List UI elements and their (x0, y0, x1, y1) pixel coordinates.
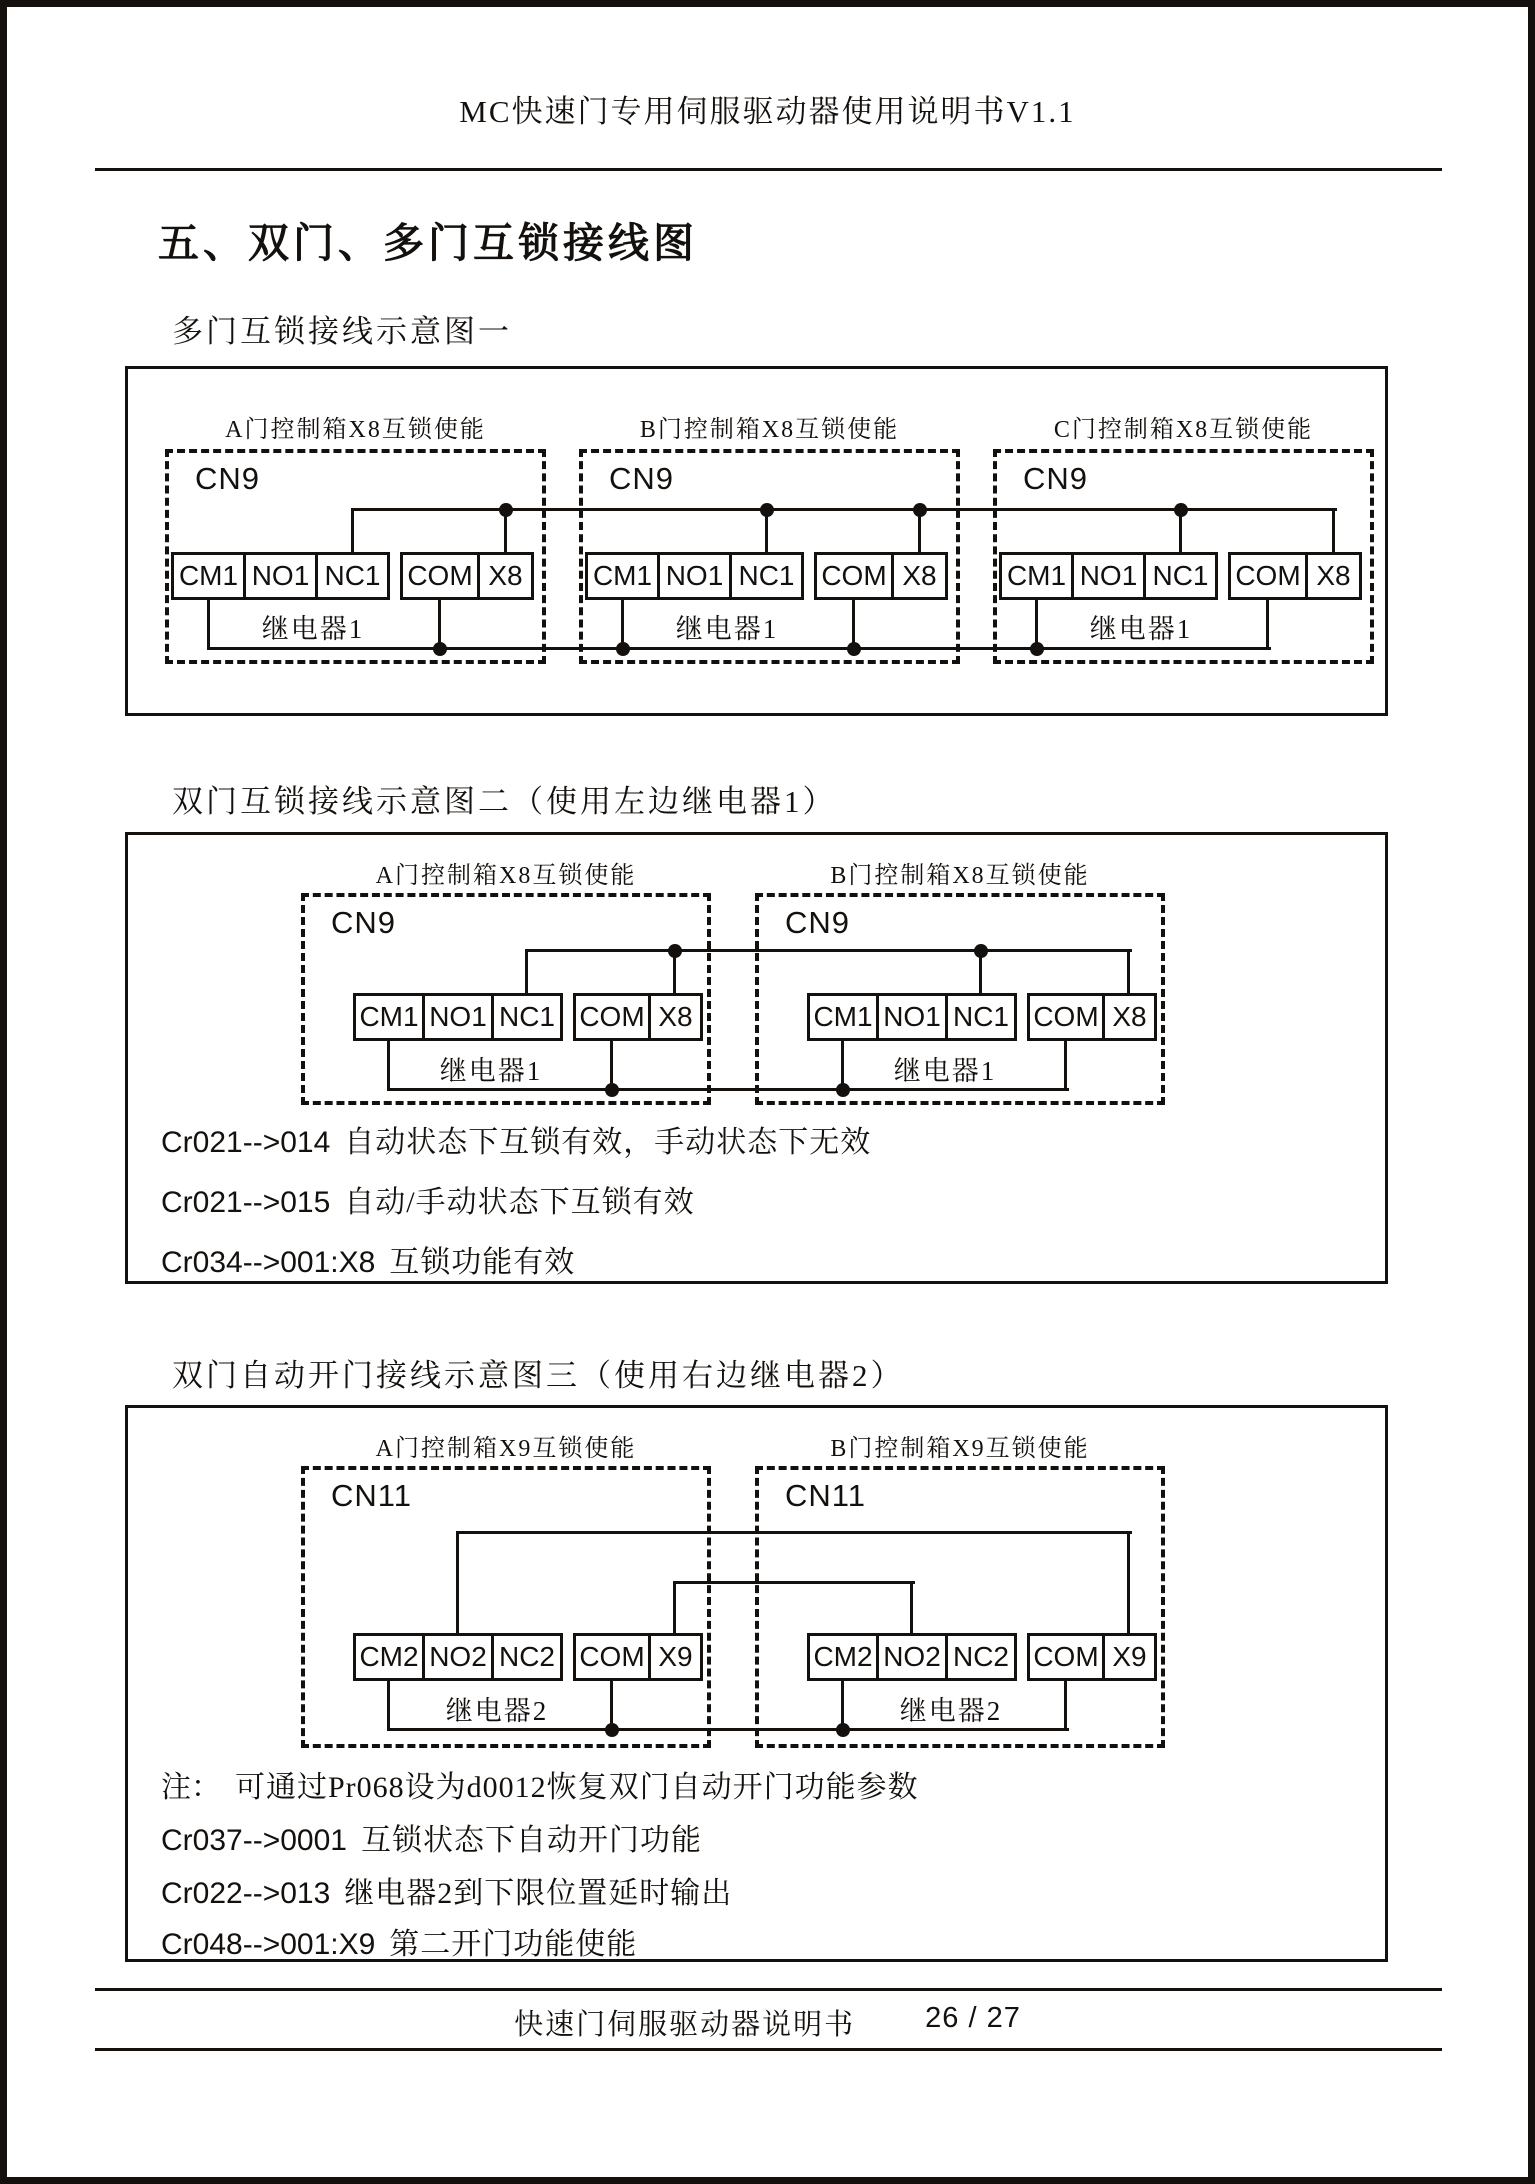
terminal-row (585, 552, 948, 600)
wire-vertical (525, 949, 528, 999)
door-b-unit (579, 369, 960, 713)
junction-dot (760, 503, 774, 517)
header-divider (95, 168, 1442, 171)
terminal-cm2: CM2 (353, 1633, 425, 1681)
parameter-text: 可通过Pr068设为d0012恢复双门自动开门功能参数 (235, 1771, 919, 1804)
parameter-text: 第二开门功能使能 (389, 1928, 638, 1961)
relay-label: 继电器2 (899, 1696, 1003, 1726)
connector-label: CN9 (609, 461, 675, 496)
unit-label: C门控制箱X8互锁使能 (1053, 417, 1314, 443)
wire-vertical (1266, 597, 1269, 650)
diagram3-auto-open (125, 1405, 1388, 1962)
relay-label: 继电器1 (893, 1056, 997, 1086)
terminal-x9: X9 (648, 1633, 703, 1681)
parameter-note (161, 1919, 637, 1963)
junction-dot (836, 1083, 850, 1097)
diagram3-subtitle: 双门自动开门接线示意图三（使用右边继电器2） (172, 1358, 905, 1393)
terminal-cm1: CM1 (171, 552, 246, 600)
wire-bottom-bus (389, 1728, 1069, 1731)
parameter-note (161, 1117, 871, 1161)
terminal-nc2: NC2 (945, 1633, 1017, 1681)
header-title: MC快速门专用伺服驱动器使用说明书V1.1 (459, 94, 1076, 129)
connector-label: CN11 (785, 1478, 866, 1513)
junction-dot (616, 642, 630, 656)
junction-dot (836, 1723, 850, 1737)
wire-vertical (351, 508, 354, 558)
parameter-text: 继电器2到下限位置延时输出 (344, 1877, 733, 1910)
parameter-note (161, 1815, 702, 1859)
door-b-unit (755, 1408, 1165, 1959)
wire-bottom-bus (389, 1088, 1069, 1091)
terminal-gap (1017, 1633, 1027, 1681)
unit-label: A门控制箱X9互锁使能 (375, 1436, 637, 1462)
terminal-cm1: CM1 (585, 552, 660, 600)
parameter-note (161, 1762, 919, 1806)
unit-label: B门控制箱X8互锁使能 (639, 417, 900, 443)
footer (0, 2002, 1535, 2043)
terminal-x8: X8 (648, 993, 703, 1041)
terminal-no2: NO2 (876, 1633, 948, 1681)
section-title: 五、双门、多门互锁接线图 (158, 220, 698, 266)
parameter-code: Cr021-->015 (161, 1186, 331, 1219)
junction-dot (913, 503, 927, 517)
note-prefix: 注： (161, 1771, 221, 1804)
footer-title: 快速门伺服驱动器说明书 (514, 2009, 856, 2041)
terminal-no1: NO1 (1071, 552, 1146, 600)
parameter-code: Cr048-->001:X9 (161, 1928, 376, 1961)
terminal-row (999, 552, 1362, 600)
connector-label: CN9 (1023, 461, 1089, 496)
parameter-note (161, 1868, 732, 1912)
terminal-nc1: NC1 (491, 993, 563, 1041)
terminal-nc2: NC2 (491, 1633, 563, 1681)
footer-page-number: 26 / 27 (925, 2002, 1021, 2034)
parameter-text: 自动/手动状态下互锁有效 (344, 1186, 695, 1219)
terminal-cm1: CM1 (353, 993, 425, 1041)
relay-label: 继电器1 (261, 614, 365, 644)
parameter-code: Cr034-->001:X8 (161, 1246, 376, 1279)
unit-label: A门控制箱X8互锁使能 (225, 417, 486, 443)
terminal-cm2: CM2 (807, 1633, 879, 1681)
wire-vertical (387, 1678, 390, 1731)
terminal-row (171, 552, 534, 600)
wire-vertical (1127, 1531, 1130, 1639)
junction-dot (499, 503, 513, 517)
unit-label: B门控制箱X8互锁使能 (830, 863, 1090, 889)
connector-label: CN9 (331, 905, 397, 940)
junction-dot (605, 1723, 619, 1737)
terminal-gap (563, 1633, 573, 1681)
wire-vertical (1064, 1678, 1067, 1731)
terminal-nc1: NC1 (1143, 552, 1218, 600)
terminal-com: COM (400, 552, 480, 600)
terminal-com: COM (1027, 1633, 1105, 1681)
wire-vertical (1064, 1038, 1067, 1091)
terminal-gap (1218, 552, 1228, 600)
terminal-gap (1017, 993, 1027, 1041)
terminal-x8: X8 (1305, 552, 1362, 600)
terminal-cm1: CM1 (999, 552, 1074, 600)
terminal-no1: NO1 (657, 552, 732, 600)
terminal-nc1: NC1 (945, 993, 1017, 1041)
wire-vertical (910, 1581, 913, 1639)
terminal-com: COM (573, 1633, 651, 1681)
wire-vertical (1332, 508, 1335, 558)
terminal-row (353, 1633, 703, 1681)
wire-vertical (673, 1581, 676, 1639)
wire-vertical (1127, 949, 1130, 999)
terminal-x8: X8 (477, 552, 534, 600)
parameter-code: Cr037-->0001 (161, 1824, 347, 1857)
terminal-row (807, 993, 1157, 1041)
wire-vertical (387, 1038, 390, 1091)
diagram2-double-door-interlock (125, 832, 1388, 1284)
parameter-code: Cr021-->014 (161, 1126, 331, 1159)
terminal-gap (390, 552, 400, 600)
footer-divider-bottom (95, 2048, 1442, 2051)
terminal-x8: X8 (891, 552, 948, 600)
relay-label: 继电器1 (439, 1056, 543, 1086)
parameter-text: 互锁状态下自动开门功能 (360, 1824, 702, 1857)
terminal-no1: NO1 (243, 552, 318, 600)
door-c-unit (993, 369, 1374, 713)
junction-dot (847, 642, 861, 656)
diagram2-subtitle: 双门互锁接线示意图二（使用左边继电器1） (172, 784, 837, 819)
junction-dot (974, 944, 988, 958)
diagram1-multi-door-interlock (125, 366, 1388, 716)
terminal-com: COM (573, 993, 651, 1041)
unit-label: A门控制箱X8互锁使能 (375, 863, 637, 889)
connector-label: CN9 (195, 461, 261, 496)
relay-label: 继电器1 (675, 614, 779, 644)
terminal-x8: X8 (1102, 993, 1157, 1041)
terminal-cm1: CM1 (807, 993, 879, 1041)
connector-label: CN9 (785, 905, 851, 940)
relay-label: 继电器1 (1089, 614, 1193, 644)
junction-dot (1174, 503, 1188, 517)
terminal-no1: NO1 (876, 993, 948, 1041)
terminal-com: COM (814, 552, 894, 600)
parameter-note (161, 1177, 695, 1221)
terminal-nc1: NC1 (729, 552, 804, 600)
junction-dot (1030, 642, 1044, 656)
wire-vertical (207, 597, 210, 650)
terminal-no1: NO1 (422, 993, 494, 1041)
parameter-code: Cr022-->013 (161, 1877, 331, 1910)
parameter-note (161, 1237, 575, 1281)
connector-label: CN11 (331, 1478, 412, 1513)
wire-bottom-bus (209, 647, 1271, 650)
terminal-no2: NO2 (422, 1633, 494, 1681)
terminal-row (353, 993, 703, 1041)
door-a-unit (165, 369, 546, 713)
terminal-com: COM (1228, 552, 1308, 600)
junction-dot (433, 642, 447, 656)
wire-upper (458, 1531, 1132, 1534)
wire-lower (673, 1581, 915, 1584)
junction-dot (668, 944, 682, 958)
terminal-nc1: NC1 (315, 552, 390, 600)
terminal-gap (563, 993, 573, 1041)
relay-label: 继电器2 (445, 1696, 549, 1726)
door-b-unit (755, 835, 1165, 1281)
wire-top-bus (527, 949, 1132, 952)
parameter-text: 自动状态下互锁有效，手动状态下无效 (344, 1126, 872, 1159)
parameter-text: 互锁功能有效 (389, 1246, 576, 1279)
terminal-row (807, 1633, 1157, 1681)
diagram1-subtitle: 多门互锁接线示意图一 (172, 314, 512, 349)
junction-dot (605, 1083, 619, 1097)
terminal-com: COM (1027, 993, 1105, 1041)
unit-label: B门控制箱X9互锁使能 (830, 1436, 1090, 1462)
footer-divider-top (95, 1988, 1442, 1991)
wire-vertical (456, 1531, 459, 1639)
terminal-x9: X9 (1102, 1633, 1157, 1681)
terminal-gap (804, 552, 814, 600)
